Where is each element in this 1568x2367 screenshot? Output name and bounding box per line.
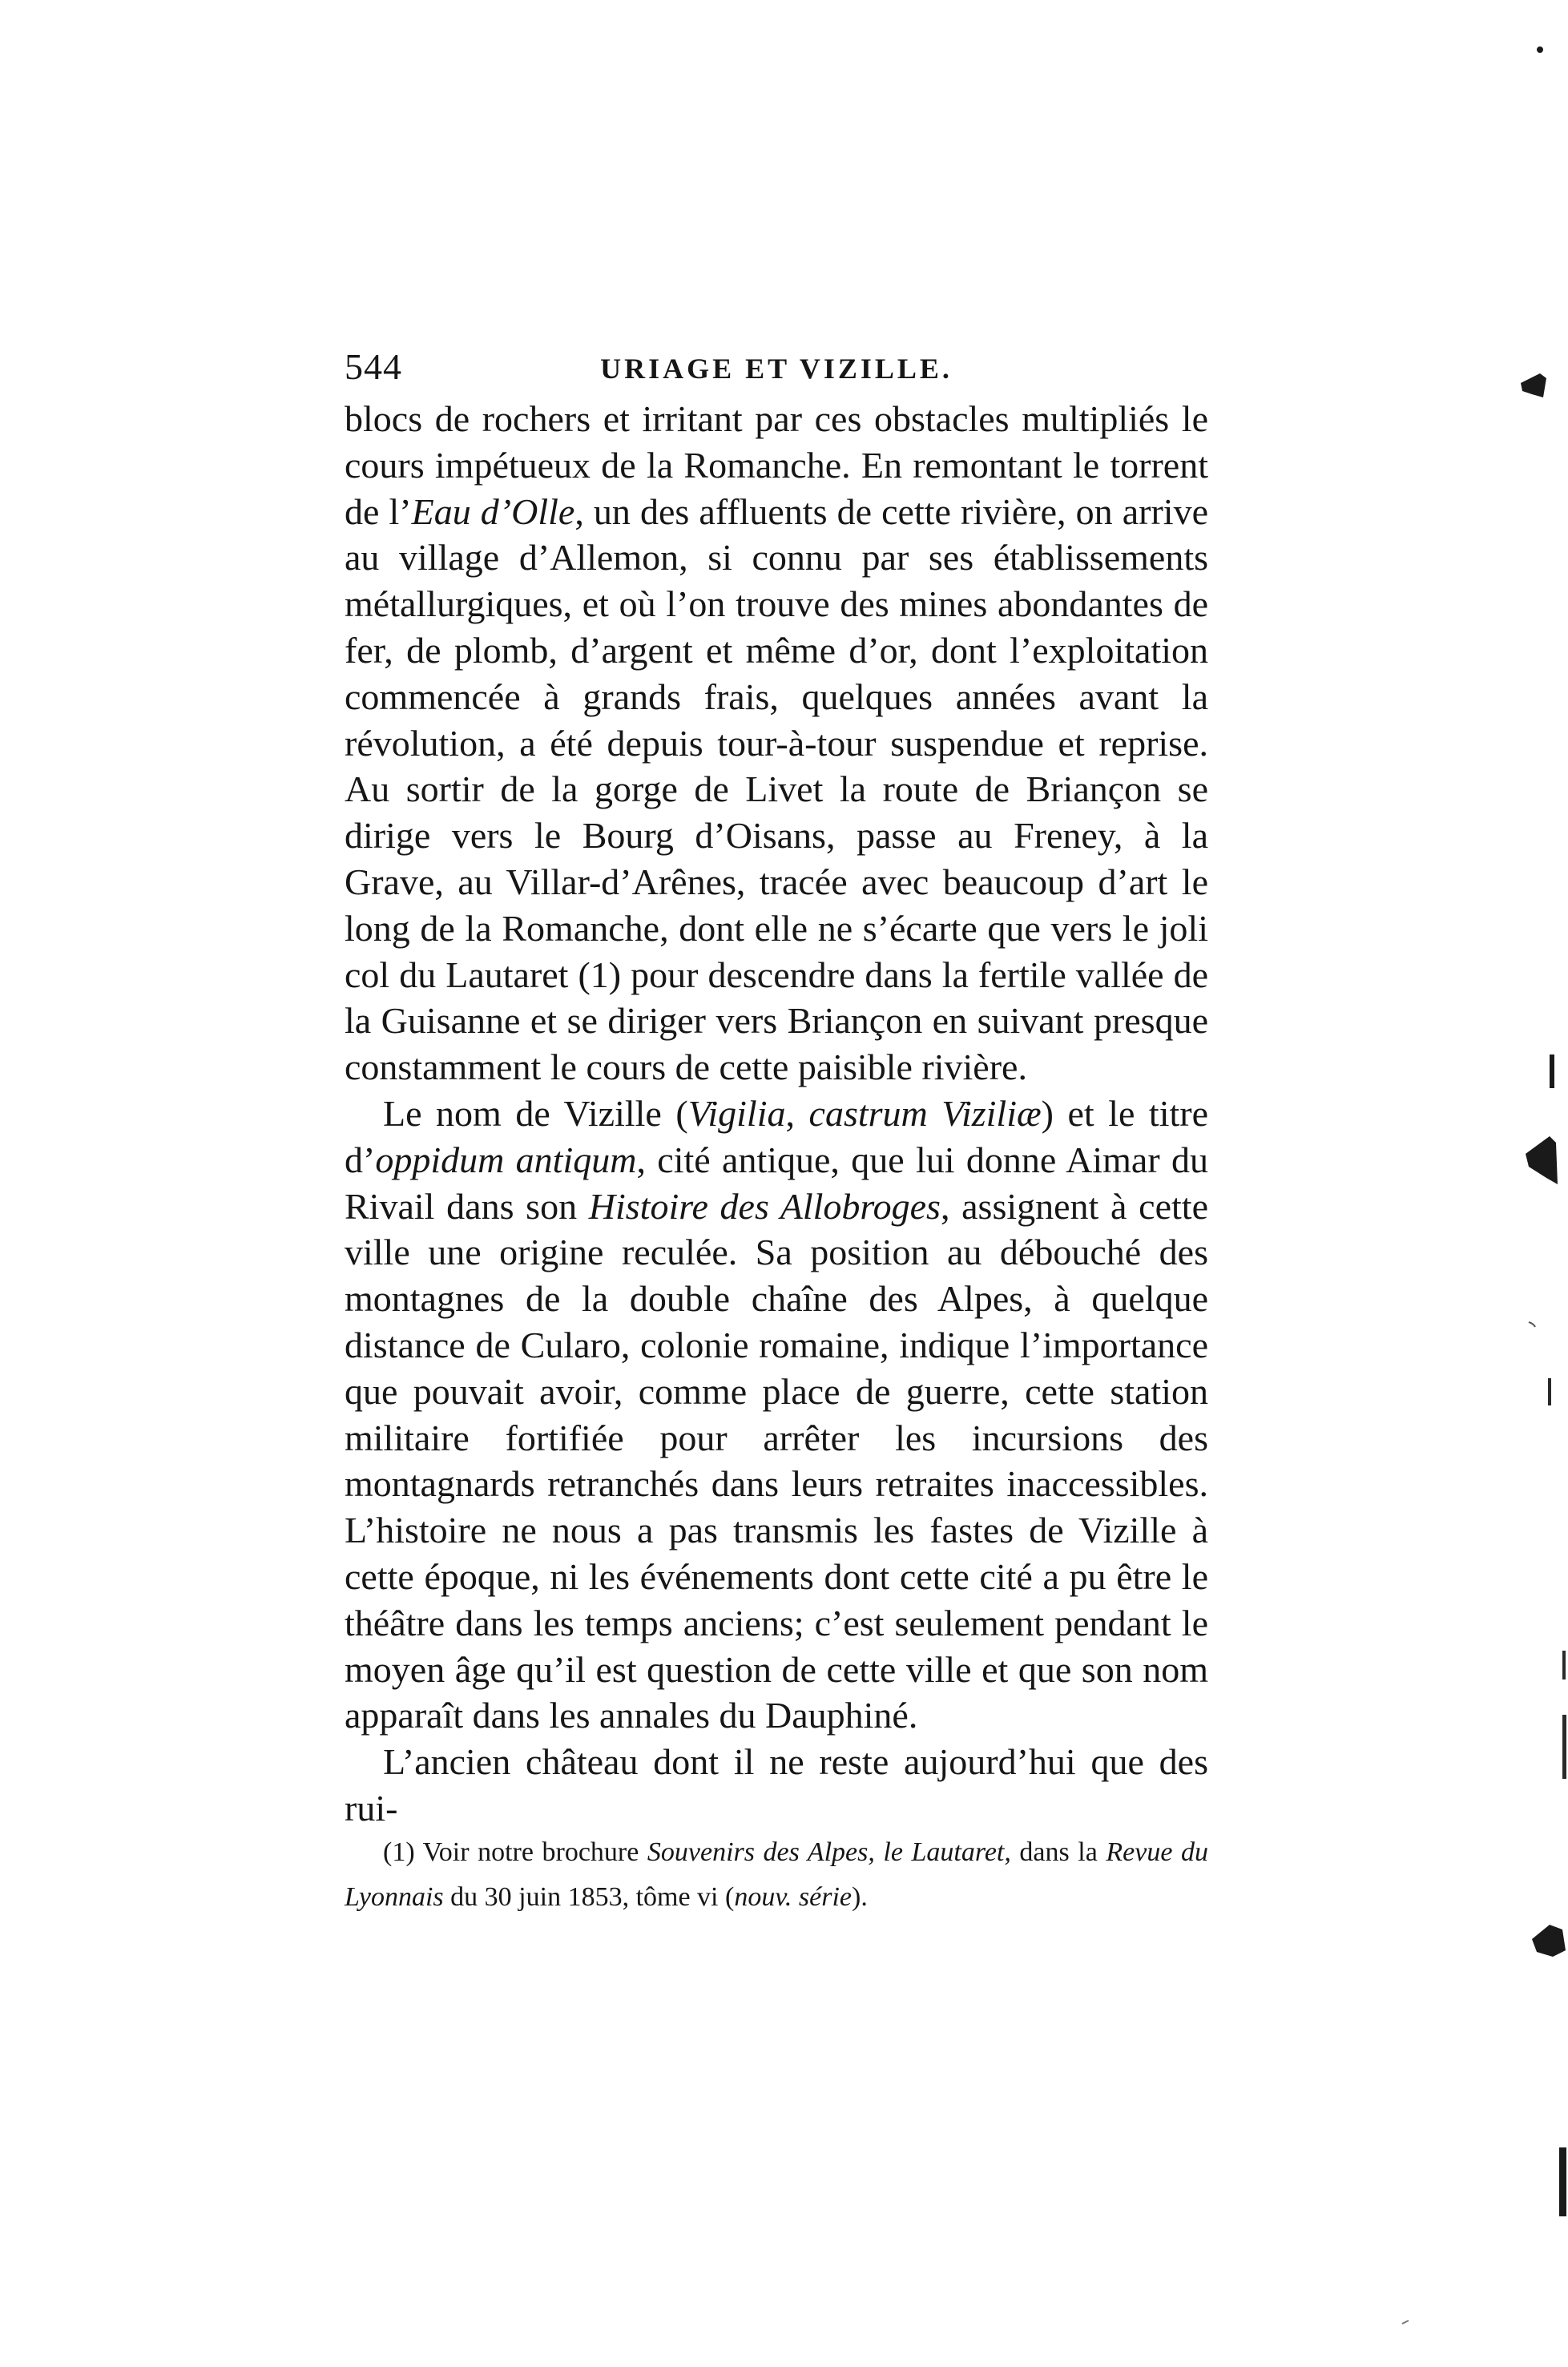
paragraph-1-text-2: , un des affluents de cette rivière, on arrive au village d’Allemon, si connu par ses établissements métallurgiques, et où l’on trouve des mines abondantes de fer, de plomb, d’argent et même d’or, dont l’exploitation commencée à grands frais, quelques années avant la révolution, a été depuis tour-à-tour suspendue et reprise. Au sortir de la gorge de Livet la route de Briançon se dirige vers le Bourg d’Oisans, passe au Freney, à la Grave, au Villar-d’Arênes, tracée avec beaucoup d’art le long de la Romanche, dont elle ne s’écarte que vers le joli col du Lautaret (1) pour descendre dans la fertile vallée de la Guisanne et se diriger vers Briançon en suivant presque constamment le cours de cette paisible rivière. bbox=[345, 490, 1208, 1088]
footnote-text-4: ). bbox=[852, 1882, 868, 1912]
margin-speck bbox=[1537, 46, 1543, 53]
margin-stroke bbox=[1562, 1715, 1566, 1779]
paragraph-1-italic-1: Eau d’Olle bbox=[411, 490, 575, 532]
paragraph-2-italic-4: Histoire des Allobroges bbox=[588, 1185, 941, 1227]
paragraph-2-text-5: , assignent à cette ville une origine reculée. Sa position au débouché des montagnes de la double chaîne des Alpes, à quelque distance de Cularo, colonie romaine, indique l’importance que pouvait avoir, comme place de guerre, cette station militaire fortifiée pour arrêter les incursions des montagnards retranchés dans leurs retraites inaccessibles. L’histoire ne nous a pas transmis les fastes de Vizille à cette époque, ni les événements dont cette cité a pu être le théâtre dans les temps anciens; c’est seulement pendant le moyen âge qu’il est question de cette ville et que son nom apparaît dans les annales du Dauphiné. bbox=[345, 1185, 1208, 1736]
paragraph-2-italic-3: oppidum antiqum bbox=[375, 1139, 637, 1180]
footnote-text-2: dans la bbox=[1010, 1837, 1106, 1867]
page-number: 544 bbox=[345, 346, 402, 387]
margin-stroke bbox=[1550, 1054, 1554, 1088]
footnote-text-1: (1) Voir notre brochure bbox=[383, 1837, 647, 1867]
paragraph-2 bbox=[345, 1091, 1208, 1739]
footnote-text-3: du 30 juin 1853, tôme vi ( bbox=[443, 1882, 735, 1912]
paragraph-2-text-2: , bbox=[785, 1092, 809, 1134]
body-text bbox=[345, 396, 1208, 1832]
paragraph-2-italic-1: Vigilia bbox=[687, 1092, 786, 1134]
paragraph-1-text-1: blocs de rochers et irritant par ces obstacles multipliés le cours impétueux de la Romanche. En remontant le torrent de l’ bbox=[345, 398, 1208, 532]
margin-stroke bbox=[1548, 1378, 1551, 1405]
paragraph-2-italic-2: castrum Viziliæ bbox=[808, 1092, 1042, 1134]
margin-stroke bbox=[1402, 2321, 1409, 2324]
paragraph-3 bbox=[345, 1739, 1208, 1832]
margin-blot bbox=[1532, 1925, 1566, 1957]
margin-blot bbox=[1526, 1136, 1558, 1184]
paragraph-1 bbox=[345, 396, 1208, 1091]
paragraph-2-text-4: , cité antique, que lui donne Aimar du Rivail dans son bbox=[345, 1139, 1208, 1227]
margin-stroke bbox=[1529, 1322, 1535, 1327]
footnote-1 bbox=[345, 1830, 1208, 1920]
margin-stroke bbox=[1559, 2147, 1566, 2216]
footnote-italic-1: Souvenirs des Alpes, le Lautaret, bbox=[647, 1837, 1011, 1867]
footnote-italic-2: Revue du Lyonnais bbox=[345, 1837, 1208, 1912]
paragraph-2-text-3: ) et le titre d’ bbox=[345, 1092, 1209, 1180]
margin-stroke bbox=[1562, 1651, 1566, 1679]
margin-blot bbox=[1521, 373, 1546, 397]
page-header bbox=[345, 343, 1208, 391]
footnote-italic-3: nouv. série bbox=[734, 1882, 852, 1912]
footnotes bbox=[345, 1830, 1208, 1920]
running-title: URIAGE ET VIZILLE. bbox=[600, 353, 953, 385]
paragraph-3-text-1: L’ancien château dont il ne reste aujourd’hui que des rui- bbox=[345, 1741, 1208, 1829]
paragraph-2-text-1: Le nom de Vizille ( bbox=[383, 1092, 688, 1134]
